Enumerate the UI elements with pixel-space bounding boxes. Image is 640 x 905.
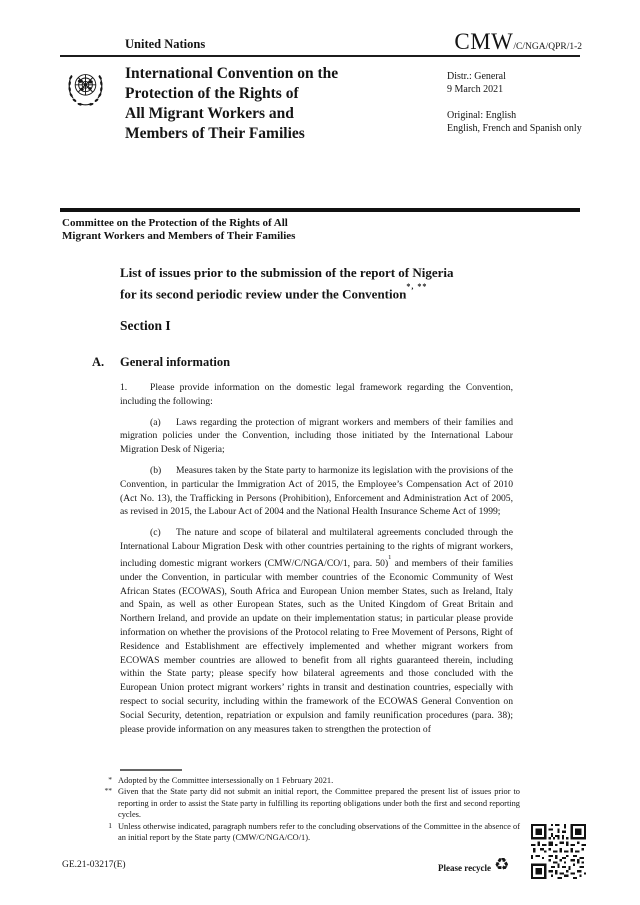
- section-heading: Section I: [120, 318, 171, 333]
- footnote-marker: **: [104, 786, 112, 796]
- footnote: [88, 821, 520, 844]
- languages-line: English, French and Spanish only: [447, 123, 582, 134]
- footnote-text: Unless otherwise indicated, paragraph numbers refer to the concluding observations of the Committee in the absence of an initial report by the State party (CMW/C/NGA/CO/1).: [118, 821, 520, 843]
- document-title: [120, 264, 522, 302]
- subparagraph-a-label: (a): [150, 416, 161, 428]
- footer-reference: GE.21-03217(E): [62, 860, 126, 870]
- committee-heading-line: Committee on the Protection of the Rights of All: [62, 217, 288, 229]
- section-divider-rule: [60, 208, 580, 212]
- subparagraph-b-text: Measures taken by the State party to harmonize its legislation with the provisions of the Convention, in particular the Immigration Act of 2015, the Employee’s Compensation Act of 2010 (Act No. 13), the Trafficking in Persons (Prohibition), Enforcement and Administration Act of 2005, as revised in 2015, the Labour Act of 2004 and the National Health Insurance Scheme Act of 1999;: [120, 464, 513, 518]
- date-line: 9 March 2021: [447, 84, 504, 95]
- subparagraph-c: [120, 526, 513, 736]
- convention-title-line: Members of Their Families: [125, 125, 305, 142]
- original-language-line: Original: English: [447, 110, 517, 121]
- footnote-marker: 1: [108, 820, 112, 830]
- convention-title-line: Protection of the Rights of: [125, 85, 299, 102]
- subparagraph-a-text: Laws regarding the protection of migrant workers and members of their families and migration policies under the Convention, including those initiated by the International Labour Migration Desk of Nigeria;: [120, 416, 513, 456]
- paragraph-1-text: Please provide information on the domestic legal framework regarding the Convention, including the following:: [120, 382, 513, 407]
- convention-title: [125, 64, 425, 144]
- subsection-letter: A.: [92, 355, 105, 369]
- subparagraph-a: [120, 416, 513, 457]
- body-text: [120, 381, 513, 743]
- footnote-text: Adopted by the Committee intersessionally on 1 February 2021.: [118, 776, 334, 785]
- subparagraph-b-label: (b): [150, 464, 162, 476]
- committee-heading-line: Migrant Workers and Members of Their Families: [62, 230, 296, 242]
- convention-title-line: All Migrant Workers and: [125, 105, 294, 122]
- subparagraph-c-label: (c): [150, 527, 161, 539]
- subparagraph-c-text-1: The nature and scope of bilateral and multilateral agreements concluded through the International Labour Migration Desk with other countries pertaining to the rights of migrant workers, including domestic migrant workers (CMW/C/NGA/CO/1, para. 50): [120, 527, 513, 569]
- header-rule: [60, 55, 580, 57]
- recycle-icon: ♻: [494, 855, 510, 875]
- distribution-line: Distr.: General: [447, 71, 506, 82]
- footnote: [88, 775, 520, 786]
- subsection-heading: [92, 355, 230, 370]
- footnote-marker: *: [108, 775, 112, 784]
- recycle-notice: [438, 855, 510, 878]
- convention-title-line: International Convention on the: [125, 65, 339, 82]
- footnote-text: Given that the State party did not submit an initial report, the Committee prepared the present list of issues prior to reporting in order to assist the State party in fulfilling its reporting obligations under both the first and second reporting cycles.: [118, 787, 520, 820]
- recycle-label: Please recycle: [438, 863, 492, 873]
- document-title-line2: for its second periodic review under the Convention: [120, 285, 407, 301]
- footnote-markers: *, **: [406, 281, 428, 291]
- footnote: [88, 786, 520, 820]
- document-symbol-suffix: /C/NGA/QPR/1-2: [513, 42, 582, 52]
- committee-heading: [62, 217, 295, 243]
- org-name: United Nations: [125, 37, 206, 51]
- footnote-reference-1: 1: [388, 553, 392, 561]
- qr-code: [531, 824, 586, 879]
- document-title-line1: List of issues prior to the submission of the report of Nigeria: [120, 265, 454, 280]
- footnote-divider: [120, 769, 182, 771]
- paragraph-number: 1.: [120, 382, 128, 393]
- un-emblem-icon: [62, 65, 109, 112]
- document-meta: [447, 70, 587, 135]
- paragraph-1: [120, 381, 513, 409]
- subparagraph-b: [120, 464, 513, 519]
- meta-spacer: [447, 96, 587, 109]
- document-symbol-main: CMW: [454, 29, 514, 54]
- subparagraph-c-text-2: and members of their families under the Convention, in particular with member countries of the Economic Community of West African States (ECOWAS), South Africa and European Union member States, such as Ireland, Italy and Spain, as well as other European States, such as the United Kingdom of Great Britain and Northern Ireland, and provide an update on their implementation status; in particular please provide information on whether the provisions of the Protocol relating to Free Movement of Persons, Right of Residence and Establishment are effectively implemented and whether migrant workers from ECOWAS member countries are allowed to benefit from all rights guaranteed therein, including within the State party; please specify how bilateral agreements and those concluded with the European Union protect migrant workers’ rights in transit and destination countries, especially with respect to social security, including within the framework of the ECOWAS General Convention on Social Security, detention, repatriation or expulsion and family reunification procedures (para. 38); please provide information on any measures taken to strengthen the protection of: [120, 557, 513, 735]
- subsection-title: General information: [120, 355, 231, 369]
- footnotes: [88, 775, 520, 843]
- document-symbol: [454, 29, 582, 55]
